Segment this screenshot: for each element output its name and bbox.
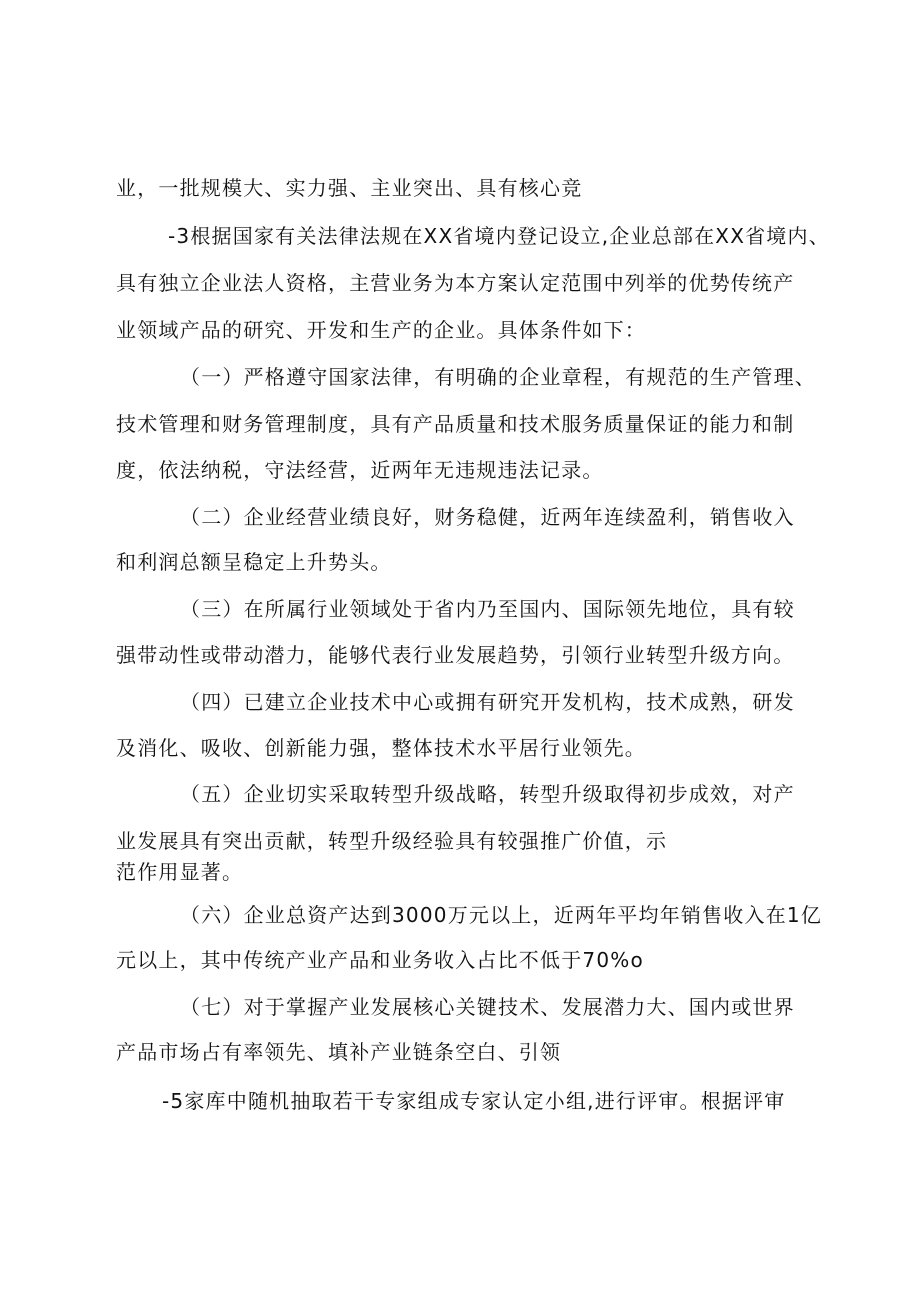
text-line: 元以上，其中传统产业产品和业务收入占比不低于70%o (116, 948, 644, 972)
text-line: 范作用显著。 (116, 860, 244, 884)
text-line: 产品市场占有率领先、填补产业链条空白、引领 (116, 1040, 562, 1064)
text-line: 及消化、吸收、创新能力强，整体技术水平居行业领先。 (116, 736, 646, 760)
text-line: （五）企业切实采取转型升级战略，转型升级取得初步成效，对产 (180, 782, 795, 806)
text-line: 和利润总额呈稳定上升势头。 (116, 550, 392, 574)
text-line: 强带动性或带动潜力，能够代表行业发展趋势，引领行业转型升级方向。 (116, 643, 795, 667)
text-line: 业领域产品的研究、开发和生产的企业。具体条件如下： (116, 318, 646, 342)
text-line: 业发展具有突出贡献，转型升级经验具有较强推广价值，示 (116, 829, 668, 853)
text-line: 业，一批规模大、实力强、主业突出、具有核心竞 (116, 176, 583, 200)
text-line: -5家库中随机抽取若干专家组成专家认定小组,进行评审。根据评审 (162, 1089, 786, 1113)
text-line: 技术管理和财务管理制度，具有产品质量和技术服务质量保证的能力和制 (116, 412, 795, 436)
text-line: （一）严格遵守国家法律，有明确的企业章程，有规范的生产管理、 (180, 365, 816, 389)
text-line: 度，依法纳税，守法经营，近两年无违规违法记录。 (116, 458, 604, 482)
text-line: （七）对于掌握产业发展核心关键技术、发展潜力大、国内或世界 (180, 995, 795, 1019)
text-line: （四）已建立企业技术中心或拥有研究开发机构，技术成熟，研发 (180, 690, 795, 714)
text-line: （三）在所属行业领域处于省内乃至国内、国际领先地位，具有较 (180, 597, 795, 621)
text-line: 具有独立企业法人资格，主营业务为本方案认定范围中列举的优势传统产 (116, 271, 795, 295)
text-line: （二）企业经营业绩良好，财务稳健，近两年连续盈利，销售收入 (180, 505, 795, 529)
text-line: -3根据国家有关法律法规在XX省境内登记设立,企业总部在XX省境内、 (168, 224, 830, 248)
text-line: （六）企业总资产达到3000万元以上，近两年平均年销售收入在1亿 (180, 903, 823, 927)
